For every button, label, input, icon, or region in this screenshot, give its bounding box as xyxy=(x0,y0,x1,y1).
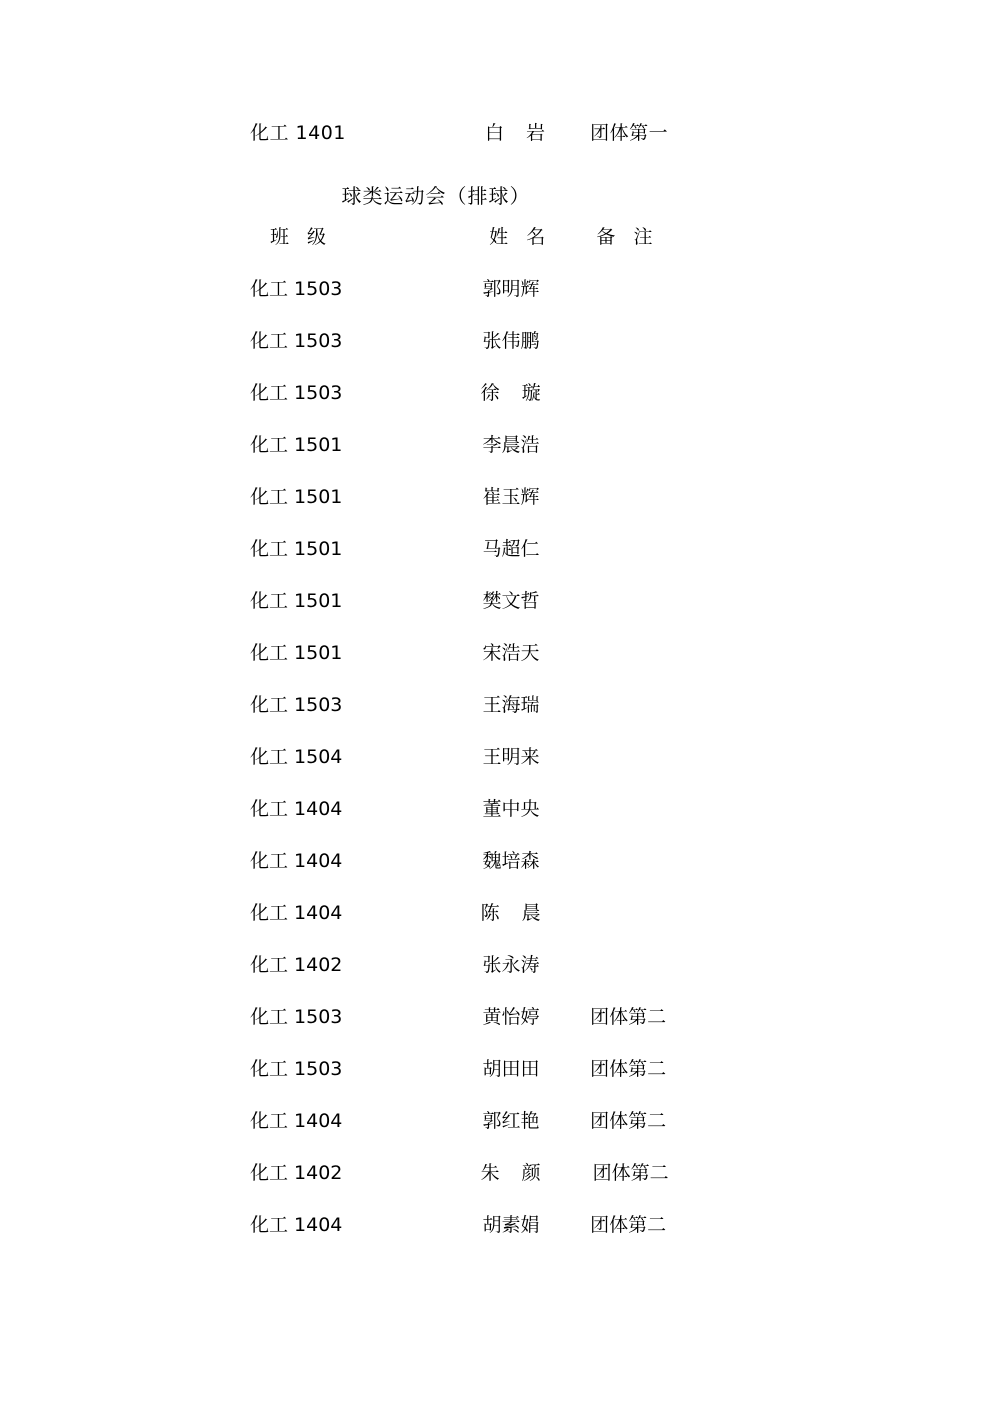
cell-class: 化工 1503 xyxy=(250,330,343,352)
table-row xyxy=(250,586,742,638)
cell-name: 胡素娟 xyxy=(482,1214,540,1236)
cell-class: 化工 1503 xyxy=(250,1006,343,1028)
table-row xyxy=(250,690,742,742)
table-row xyxy=(250,950,742,1002)
cell-class: 化工 1501 xyxy=(250,642,343,664)
cell-note: 团体第二 xyxy=(590,1058,667,1080)
cell-note: 团体第二 xyxy=(592,1162,669,1184)
table-row xyxy=(250,794,742,846)
column-header-name: 姓 名 xyxy=(489,226,552,248)
table-row xyxy=(250,1210,742,1262)
table-row xyxy=(250,898,742,950)
cell-class: 化工 1404 xyxy=(250,850,343,872)
column-header-note: 备 注 xyxy=(596,226,659,248)
cell-name: 徐 璇 xyxy=(480,382,549,404)
table-row xyxy=(250,846,742,898)
cell-name: 王海瑞 xyxy=(482,694,540,716)
cell-name: 李晨浩 xyxy=(482,434,540,456)
table-row xyxy=(250,534,742,586)
table-row xyxy=(250,638,742,690)
cell-name: 胡田田 xyxy=(482,1058,540,1080)
cell-name: 马超仁 xyxy=(482,538,540,560)
table-row xyxy=(250,1002,742,1054)
cell-note: 团体第二 xyxy=(590,1006,667,1028)
top-row-name: 白 岩 xyxy=(484,122,553,144)
cell-class: 化工 1503 xyxy=(250,382,343,404)
cell-class: 化工 1503 xyxy=(250,694,343,716)
cell-name: 张伟鹏 xyxy=(482,330,540,352)
cell-class: 化工 1501 xyxy=(250,590,343,612)
cell-name: 陈 晨 xyxy=(480,902,549,924)
table-row xyxy=(250,326,742,378)
cell-name: 黄怡婷 xyxy=(482,1006,540,1028)
cell-name: 王明来 xyxy=(482,746,540,768)
table-row xyxy=(250,274,742,326)
cell-name: 樊文哲 xyxy=(482,590,540,612)
cell-class: 化工 1501 xyxy=(250,486,343,508)
table-row xyxy=(250,1106,742,1158)
cell-note: 团体第二 xyxy=(590,1110,667,1132)
cell-name: 张永涛 xyxy=(482,954,540,976)
cell-class: 化工 1504 xyxy=(250,746,343,768)
top-row-class: 化工 1401 xyxy=(250,122,346,144)
page-title: 球类运动会（排球） xyxy=(341,184,531,208)
column-header-class: 班 级 xyxy=(270,226,333,248)
cell-class: 化工 1404 xyxy=(250,1110,343,1132)
cell-class: 化工 1501 xyxy=(250,434,343,456)
table-row xyxy=(250,1054,742,1106)
cell-name: 崔玉辉 xyxy=(482,486,540,508)
cell-note: 团体第二 xyxy=(590,1214,667,1236)
cell-name: 董中央 xyxy=(482,798,540,820)
cell-class: 化工 1404 xyxy=(250,902,343,924)
table-row xyxy=(250,1158,742,1210)
cell-name: 宋浩天 xyxy=(482,642,540,664)
top-continued-row xyxy=(250,118,742,170)
cell-name: 朱 颜 xyxy=(480,1162,549,1184)
cell-class: 化工 1404 xyxy=(250,798,343,820)
cell-class: 化工 1402 xyxy=(250,954,343,976)
table-row xyxy=(250,430,742,482)
cell-name: 郭明辉 xyxy=(482,278,540,300)
table-row xyxy=(250,378,742,430)
table-row xyxy=(250,482,742,534)
cell-class: 化工 1402 xyxy=(250,1162,343,1184)
table-body xyxy=(250,274,742,1262)
cell-class: 化工 1404 xyxy=(250,1214,343,1236)
top-row-note: 团体第一 xyxy=(590,122,669,144)
cell-class: 化工 1503 xyxy=(250,1058,343,1080)
cell-class: 化工 1501 xyxy=(250,538,343,560)
cell-name: 郭红艳 xyxy=(482,1110,540,1132)
table-row xyxy=(250,742,742,794)
cell-name: 魏培森 xyxy=(482,850,540,872)
table-header xyxy=(250,222,742,274)
cell-class: 化工 1503 xyxy=(250,278,343,300)
